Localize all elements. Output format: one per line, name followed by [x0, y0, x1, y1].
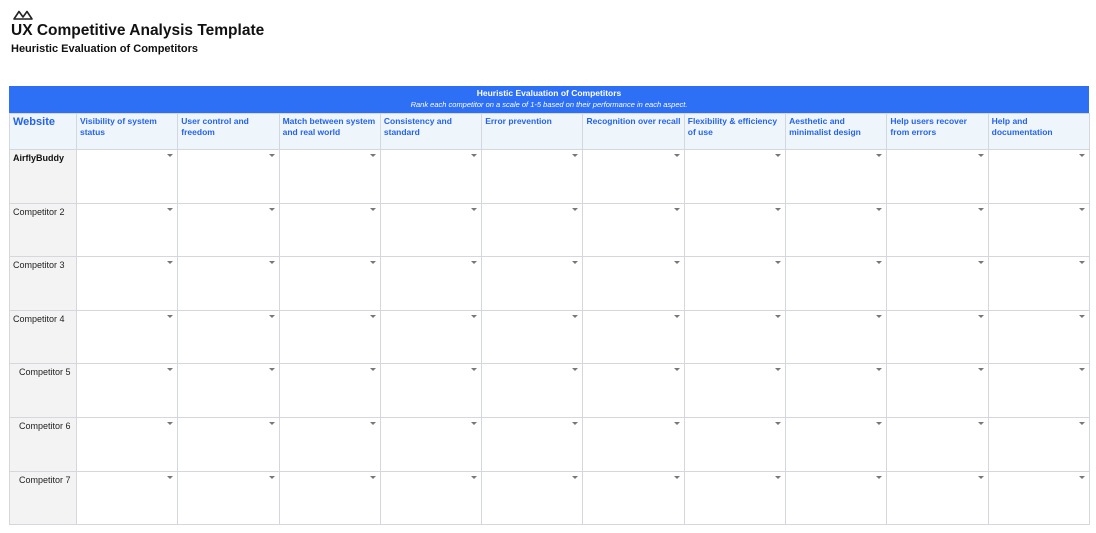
rating-dropdown-cell[interactable]	[178, 364, 279, 418]
banner-instruction: Rank each competitor on a scale of 1-5 based on their performance in each aspect.	[410, 100, 688, 109]
rating-dropdown-cell[interactable]	[279, 364, 380, 418]
dropdown-arrow-icon[interactable]	[572, 422, 578, 425]
rating-dropdown-cell[interactable]	[887, 203, 988, 257]
table-row	[10, 417, 1090, 471]
rating-dropdown-cell[interactable]	[482, 471, 583, 525]
dropdown-arrow-icon[interactable]	[471, 368, 477, 371]
dropdown-arrow-icon[interactable]	[370, 422, 376, 425]
dropdown-arrow-icon[interactable]	[978, 261, 984, 264]
rating-dropdown-cell[interactable]	[786, 150, 887, 204]
dropdown-arrow-icon[interactable]	[1079, 154, 1085, 157]
dropdown-arrow-icon[interactable]	[572, 208, 578, 211]
rating-dropdown-cell[interactable]	[482, 417, 583, 471]
col-header-recover-errors: Help users recover from errors	[887, 114, 988, 150]
dropdown-arrow-icon[interactable]	[471, 154, 477, 157]
rating-dropdown-cell[interactable]	[178, 310, 279, 364]
dropdown-arrow-icon[interactable]	[370, 261, 376, 264]
rating-dropdown-cell[interactable]	[684, 203, 785, 257]
rating-dropdown-cell[interactable]	[279, 310, 380, 364]
page-subtitle: Heuristic Evaluation of Competitors	[11, 43, 199, 55]
table-banner	[9, 86, 1089, 113]
rating-dropdown-cell[interactable]	[887, 150, 988, 204]
rating-dropdown-cell[interactable]	[583, 310, 684, 364]
dropdown-arrow-icon[interactable]	[572, 261, 578, 264]
table-row	[10, 310, 1090, 364]
dropdown-arrow-icon[interactable]	[370, 315, 376, 318]
rating-dropdown-cell[interactable]	[380, 417, 481, 471]
rating-dropdown-cell[interactable]	[482, 310, 583, 364]
rating-dropdown-cell[interactable]	[77, 417, 178, 471]
col-header-consistency: Consistency and standard	[380, 114, 481, 150]
col-header-aesthetic: Aesthetic and minimalist design	[786, 114, 887, 150]
dropdown-arrow-icon[interactable]	[876, 154, 882, 157]
col-header-help-docs: Help and documentation	[988, 114, 1089, 150]
rating-dropdown-cell[interactable]	[684, 310, 785, 364]
dropdown-arrow-icon[interactable]	[370, 208, 376, 211]
rating-dropdown-cell[interactable]	[380, 364, 481, 418]
rating-dropdown-cell[interactable]	[786, 310, 887, 364]
dropdown-arrow-icon[interactable]	[674, 422, 680, 425]
dropdown-arrow-icon[interactable]	[269, 476, 275, 479]
dropdown-arrow-icon[interactable]	[674, 261, 680, 264]
rating-dropdown-cell[interactable]	[380, 310, 481, 364]
rating-dropdown-cell[interactable]	[887, 364, 988, 418]
rating-dropdown-cell[interactable]	[77, 364, 178, 418]
dropdown-arrow-icon[interactable]	[978, 422, 984, 425]
rating-dropdown-cell[interactable]	[887, 257, 988, 311]
rating-dropdown-cell[interactable]	[178, 150, 279, 204]
rating-dropdown-cell[interactable]	[684, 364, 785, 418]
rating-dropdown-cell[interactable]	[887, 417, 988, 471]
table-row	[10, 257, 1090, 311]
dropdown-arrow-icon[interactable]	[674, 476, 680, 479]
rating-dropdown-cell[interactable]	[684, 257, 785, 311]
row-label: Competitor 6	[10, 417, 77, 471]
rating-dropdown-cell[interactable]	[279, 203, 380, 257]
rating-dropdown-cell[interactable]	[583, 257, 684, 311]
dropdown-arrow-icon[interactable]	[269, 422, 275, 425]
dropdown-arrow-icon[interactable]	[876, 368, 882, 371]
dropdown-arrow-icon[interactable]	[572, 154, 578, 157]
rating-dropdown-cell[interactable]	[178, 417, 279, 471]
dropdown-arrow-icon[interactable]	[674, 368, 680, 371]
rating-dropdown-cell[interactable]	[380, 257, 481, 311]
rating-dropdown-cell[interactable]	[77, 257, 178, 311]
rating-dropdown-cell[interactable]	[77, 471, 178, 525]
dropdown-arrow-icon[interactable]	[370, 154, 376, 157]
dropdown-arrow-icon[interactable]	[370, 476, 376, 479]
row-label: Competitor 4	[10, 310, 77, 364]
rating-dropdown-cell[interactable]	[279, 150, 380, 204]
rating-dropdown-cell[interactable]	[77, 150, 178, 204]
dropdown-arrow-icon[interactable]	[876, 261, 882, 264]
dropdown-arrow-icon[interactable]	[1079, 315, 1085, 318]
cloud-logo-icon	[12, 9, 34, 21]
banner-title: Heuristic Evaluation of Competitors	[476, 88, 622, 98]
rating-dropdown-cell[interactable]	[988, 364, 1089, 418]
rating-dropdown-cell[interactable]	[583, 364, 684, 418]
table-row	[10, 471, 1090, 525]
rating-dropdown-cell[interactable]	[887, 310, 988, 364]
dropdown-arrow-icon[interactable]	[775, 476, 781, 479]
rating-dropdown-cell[interactable]	[786, 364, 887, 418]
rating-dropdown-cell[interactable]	[684, 471, 785, 525]
rating-dropdown-cell[interactable]	[583, 417, 684, 471]
rating-dropdown-cell[interactable]	[583, 203, 684, 257]
dropdown-arrow-icon[interactable]	[167, 154, 173, 157]
dropdown-arrow-icon[interactable]	[876, 208, 882, 211]
dropdown-arrow-icon[interactable]	[775, 261, 781, 264]
dropdown-arrow-icon[interactable]	[167, 368, 173, 371]
dropdown-arrow-icon[interactable]	[572, 368, 578, 371]
dropdown-arrow-icon[interactable]	[471, 208, 477, 211]
dropdown-arrow-icon[interactable]	[370, 368, 376, 371]
rating-dropdown-cell[interactable]	[684, 150, 785, 204]
rating-dropdown-cell[interactable]	[583, 150, 684, 204]
rating-dropdown-cell[interactable]	[887, 471, 988, 525]
rating-dropdown-cell[interactable]	[988, 203, 1089, 257]
dropdown-arrow-icon[interactable]	[471, 261, 477, 264]
dropdown-arrow-icon[interactable]	[978, 154, 984, 157]
rating-dropdown-cell[interactable]	[178, 203, 279, 257]
dropdown-arrow-icon[interactable]	[269, 368, 275, 371]
rating-dropdown-cell[interactable]	[786, 417, 887, 471]
dropdown-arrow-icon[interactable]	[471, 422, 477, 425]
dropdown-arrow-icon[interactable]	[1079, 261, 1085, 264]
table-row	[10, 150, 1090, 204]
dropdown-arrow-icon[interactable]	[167, 315, 173, 318]
dropdown-arrow-icon[interactable]	[775, 368, 781, 371]
dropdown-arrow-icon[interactable]	[1079, 368, 1085, 371]
dropdown-arrow-icon[interactable]	[1079, 476, 1085, 479]
dropdown-arrow-icon[interactable]	[269, 315, 275, 318]
dropdown-arrow-icon[interactable]	[572, 476, 578, 479]
dropdown-arrow-icon[interactable]	[1079, 422, 1085, 425]
dropdown-arrow-icon[interactable]	[674, 315, 680, 318]
dropdown-arrow-icon[interactable]	[876, 476, 882, 479]
dropdown-arrow-icon[interactable]	[572, 315, 578, 318]
col-header-match-real-world: Match between system and real world	[279, 114, 380, 150]
dropdown-arrow-icon[interactable]	[978, 315, 984, 318]
table-row	[10, 203, 1090, 257]
dropdown-arrow-icon[interactable]	[674, 208, 680, 211]
rating-dropdown-cell[interactable]	[988, 417, 1089, 471]
rating-dropdown-cell[interactable]	[786, 203, 887, 257]
header-row	[10, 114, 1090, 150]
row-label: Competitor 7	[10, 471, 77, 525]
dropdown-arrow-icon[interactable]	[978, 476, 984, 479]
dropdown-arrow-icon[interactable]	[876, 315, 882, 318]
rating-dropdown-cell[interactable]	[380, 150, 481, 204]
rating-dropdown-cell[interactable]	[482, 257, 583, 311]
dropdown-arrow-icon[interactable]	[167, 422, 173, 425]
rating-dropdown-cell[interactable]	[988, 471, 1089, 525]
rating-dropdown-cell[interactable]	[988, 310, 1089, 364]
col-header-flexibility: Flexibility & efficiency of use	[684, 114, 785, 150]
rating-dropdown-cell[interactable]	[77, 203, 178, 257]
dropdown-arrow-icon[interactable]	[978, 208, 984, 211]
table-row	[10, 364, 1090, 418]
evaluation-table	[9, 113, 1090, 525]
dropdown-arrow-icon[interactable]	[775, 208, 781, 211]
row-label: Competitor 5	[10, 364, 77, 418]
rating-dropdown-cell[interactable]	[786, 471, 887, 525]
dropdown-arrow-icon[interactable]	[775, 154, 781, 157]
rating-dropdown-cell[interactable]	[279, 417, 380, 471]
dropdown-arrow-icon[interactable]	[269, 154, 275, 157]
rating-dropdown-cell[interactable]	[380, 203, 481, 257]
col-header-website: Website	[10, 114, 77, 150]
rating-dropdown-cell[interactable]	[482, 150, 583, 204]
dropdown-arrow-icon[interactable]	[269, 261, 275, 264]
rating-dropdown-cell[interactable]	[684, 417, 785, 471]
page-title: UX Competitive Analysis Template	[11, 22, 265, 39]
rating-dropdown-cell[interactable]	[178, 257, 279, 311]
col-header-error-prevention: Error prevention	[482, 114, 583, 150]
dropdown-arrow-icon[interactable]	[1079, 208, 1085, 211]
row-label: Competitor 2	[10, 203, 77, 257]
dropdown-arrow-icon[interactable]	[471, 315, 477, 318]
dropdown-arrow-icon[interactable]	[471, 476, 477, 479]
dropdown-arrow-icon[interactable]	[269, 208, 275, 211]
row-label: Competitor 3	[10, 257, 77, 311]
rating-dropdown-cell[interactable]	[279, 471, 380, 525]
rating-dropdown-cell[interactable]	[988, 150, 1089, 204]
rating-dropdown-cell[interactable]	[786, 257, 887, 311]
dropdown-arrow-icon[interactable]	[775, 315, 781, 318]
dropdown-arrow-icon[interactable]	[674, 154, 680, 157]
col-header-user-control: User control and freedom	[178, 114, 279, 150]
col-header-recognition: Recognition over recall	[583, 114, 684, 150]
dropdown-arrow-icon[interactable]	[876, 422, 882, 425]
col-header-visibility: Visibility of system status	[77, 114, 178, 150]
row-label: AirflyBuddy	[10, 150, 77, 204]
rating-dropdown-cell[interactable]	[380, 471, 481, 525]
rating-dropdown-cell[interactable]	[77, 310, 178, 364]
dropdown-arrow-icon[interactable]	[978, 368, 984, 371]
rating-dropdown-cell[interactable]	[482, 364, 583, 418]
dropdown-arrow-icon[interactable]	[167, 208, 173, 211]
rating-dropdown-cell[interactable]	[482, 203, 583, 257]
rating-dropdown-cell[interactable]	[988, 257, 1089, 311]
rating-dropdown-cell[interactable]	[279, 257, 380, 311]
dropdown-arrow-icon[interactable]	[775, 422, 781, 425]
dropdown-arrow-icon[interactable]	[167, 261, 173, 264]
rating-dropdown-cell[interactable]	[178, 471, 279, 525]
dropdown-arrow-icon[interactable]	[167, 476, 173, 479]
rating-dropdown-cell[interactable]	[583, 471, 684, 525]
